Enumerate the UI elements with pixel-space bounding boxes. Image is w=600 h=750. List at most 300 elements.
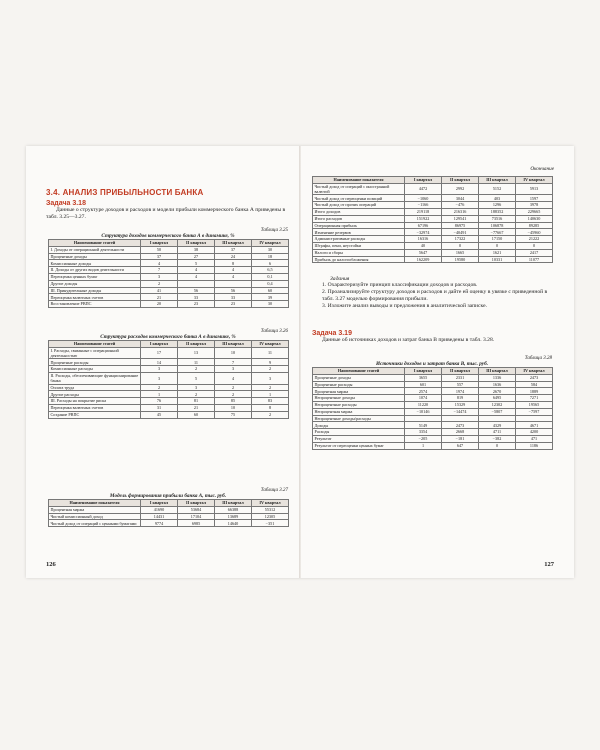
value-cell: 1 (141, 391, 178, 398)
value-cell: 3 (215, 366, 252, 373)
book-gutter (299, 146, 301, 578)
table-row (313, 215, 553, 222)
value-cell: 60 (178, 411, 215, 418)
value-cell: 21 (178, 404, 215, 411)
value-cell: 1597 (516, 195, 553, 202)
value-cell: 1636 (479, 381, 516, 388)
table-row (313, 242, 553, 249)
value-cell: 6495 (479, 395, 516, 402)
row-label-cell: Другие доходы (49, 280, 141, 287)
value-cell: 3 (141, 366, 178, 373)
value-cell: 601 (405, 381, 442, 388)
value-cell: 2668 (442, 429, 479, 436)
table-row (49, 372, 289, 384)
value-cell: 0 (479, 442, 516, 449)
row-label-cell: Процентные расходы (313, 381, 405, 388)
value-cell: −476 (442, 202, 479, 209)
table-row (313, 401, 553, 408)
value-cell: 81 (178, 398, 215, 405)
row-label-cell: Процентная маржа (313, 388, 405, 395)
row-label-cell: Итого доходов (313, 208, 405, 215)
value-cell: 17 (141, 347, 178, 359)
value-cell: 0 (442, 242, 479, 249)
value-cell: 41 (141, 287, 178, 294)
value-cell: 53684 (178, 506, 215, 513)
value-cell: 3 (178, 384, 215, 391)
value-cell: 11 (178, 359, 215, 366)
value-cell: 4472 (405, 183, 442, 195)
value-cell: −10146 (405, 408, 442, 415)
value-cell: 2 (141, 280, 178, 287)
row-label-cell: Чистый доход от операций с ценными бумагами (49, 520, 141, 527)
row-label-cell: III. Расходы на покрытие риска (49, 398, 141, 405)
header-cell: IV квартал (252, 500, 289, 507)
value-cell: 3354 (405, 429, 442, 436)
value-cell: 557 (442, 381, 479, 388)
value-cell: 4 (215, 267, 252, 274)
value-cell: 23 (215, 301, 252, 308)
value-cell: 21222 (516, 236, 553, 243)
table-3-26-block (48, 329, 288, 419)
value-cell: 12305 (252, 513, 289, 520)
value-cell: −1060 (405, 195, 442, 202)
value-cell: 2473 (442, 422, 479, 429)
value-cell: 4711 (479, 429, 516, 436)
table-3-27 (48, 499, 289, 527)
value-cell: 2 (178, 366, 215, 373)
table-row (49, 384, 289, 391)
value-cell: 37 (141, 253, 178, 260)
table-row (313, 249, 553, 256)
row-label-cell: Другие расходы (49, 391, 141, 398)
value-cell: 15329 (442, 401, 479, 408)
table-row (49, 506, 289, 513)
table-row (49, 347, 289, 359)
value-cell: 67196 (405, 222, 442, 229)
header-cell: Наименование показателя (49, 500, 141, 507)
table-caption: Таблица 3.25 (260, 228, 288, 233)
table-row (313, 374, 553, 381)
right-page (302, 146, 574, 578)
value-cell: 647 (442, 442, 479, 449)
table-3-25 (48, 239, 289, 308)
value-cell: 56 (215, 287, 252, 294)
value-cell: 1296 (479, 202, 516, 209)
value-cell: 73516 (479, 215, 516, 222)
header-cell: IV квартал (252, 341, 289, 348)
value-cell: 56 (178, 287, 215, 294)
row-label-cell: Штрафы, пени, неустойки (313, 242, 405, 249)
task-item: 2. Проанализируйте структуру доходов и расходов и дайте ей оценку в увязке с приведенной в табл. 3.27 моделью формирования прибыли. (322, 289, 548, 302)
value-cell: 4329 (479, 422, 516, 429)
table-3-28 (312, 367, 553, 450)
value-cell: 188352 (479, 208, 516, 215)
row-label-cell: Процентные расходы (49, 359, 141, 366)
value-cell: 33 (215, 294, 252, 301)
section-title: 3.4. АНАЛИЗ ПРИБЫЛЬНОСТИ БАНКА (46, 188, 204, 197)
table-header-row (313, 368, 553, 375)
value-cell (405, 415, 442, 422)
table-3-28-block (312, 356, 552, 450)
value-cell: 106878 (479, 222, 516, 229)
table-row (49, 273, 289, 280)
value-cell: 2 (215, 391, 252, 398)
value-cell (516, 415, 553, 422)
header-cell: III квартал (215, 240, 252, 247)
header-cell: I квартал (405, 368, 442, 375)
value-cell: 11077 (516, 256, 553, 263)
table-title: Структура доходов коммерческого банка А в динамике, % (101, 233, 235, 239)
value-cell: 162209 (405, 256, 442, 263)
value-cell: 83 (252, 398, 289, 405)
table-row (49, 391, 289, 398)
row-label-cell: Результат (313, 435, 405, 442)
value-cell: 85 (215, 398, 252, 405)
row-label-cell: Прибыль до налогообложения (313, 256, 405, 263)
value-cell: 37 (215, 246, 252, 253)
table-row (49, 411, 289, 418)
value-cell: 27 (178, 253, 215, 260)
header-cell: IV квартал (516, 368, 553, 375)
header-cell: II квартал (178, 240, 215, 247)
row-label-cell: Переоценка валютных счетов (49, 404, 141, 411)
task-item: 3. Изложите анализ выводы и предложения в аналитической записке. (322, 303, 487, 309)
value-cell: 45 (141, 411, 178, 418)
task-title: Задача 3.18 (46, 200, 86, 207)
value-cell: 10331 (479, 256, 516, 263)
row-label-cell: Комиссионные расходы (49, 366, 141, 373)
row-label-cell: Процентная маржа (49, 506, 141, 513)
row-label-cell: Процентные доходы (313, 374, 405, 381)
book-spread (26, 146, 574, 578)
value-cell: 14640 (215, 520, 252, 527)
table-header-row (49, 500, 289, 507)
table-row (49, 301, 289, 308)
value-cell: −181 (442, 435, 479, 442)
value-cell: 39 (252, 294, 289, 301)
row-label-cell: Процентные доходы (49, 253, 141, 260)
header-cell: IV квартал (252, 240, 289, 247)
value-cell: 140630 (516, 215, 553, 222)
value-cell: 21 (141, 294, 178, 301)
value-cell: 129541 (442, 215, 479, 222)
table-row (49, 294, 289, 301)
value-cell: 2 (215, 384, 252, 391)
header-cell: III квартал (215, 500, 252, 507)
value-cell: 584 (516, 381, 553, 388)
value-cell: 3 (141, 372, 178, 384)
row-label-cell: II. Расходы, обеспечивающие функционирование банка (49, 372, 141, 384)
task-title: Задача 3.19 (312, 330, 352, 337)
value-cell: 55312 (252, 506, 289, 513)
table-caption: Таблица 3.26 (260, 329, 288, 334)
row-label-cell: Чистый комиссионный доход (49, 513, 141, 520)
value-cell: 7 (141, 267, 178, 274)
value-cell: −7597 (516, 408, 553, 415)
table-row (49, 287, 289, 294)
value-cell: 31 (141, 404, 178, 411)
value-cell: 4 (141, 260, 178, 267)
value-cell: 8 (215, 260, 252, 267)
table-caption: Таблица 3.27 (260, 488, 288, 493)
table-3-27-block (48, 488, 288, 527)
table-row (49, 280, 289, 287)
value-cell: 2574 (405, 388, 442, 395)
value-cell: 403 (479, 195, 516, 202)
value-cell: 1 (252, 391, 289, 398)
value-cell: −14474 (442, 408, 479, 415)
table-row (313, 429, 553, 436)
value-cell: 5 (178, 372, 215, 384)
value-cell: 8 (252, 404, 289, 411)
header-cell: I квартал (141, 240, 178, 247)
page-number: 126 (46, 561, 56, 568)
value-cell: 24 (215, 253, 252, 260)
value-cell: 60 (252, 287, 289, 294)
header-cell: Наименование статей (49, 341, 141, 348)
value-cell: 89285 (516, 222, 553, 229)
row-label-cell: Создание РВПС (49, 411, 141, 418)
page-number: 127 (544, 561, 554, 568)
table-row (49, 398, 289, 405)
value-cell: 17104 (178, 513, 215, 520)
value-cell: 1621 (479, 249, 516, 256)
header-cell: III квартал (215, 341, 252, 348)
value-cell: 471 (516, 435, 553, 442)
value-cell: 219118 (405, 208, 442, 215)
value-cell: 30 (252, 301, 289, 308)
table-row (313, 388, 553, 395)
value-cell: 38 (178, 246, 215, 253)
row-label-cell: Чистый доход от прочих операций (313, 202, 405, 209)
value-cell: 2417 (516, 249, 553, 256)
left-page (26, 146, 298, 578)
value-cell: 10 (215, 404, 252, 411)
table-row (313, 408, 553, 415)
value-cell: −205 (405, 435, 442, 442)
value-cell: 2473 (516, 374, 553, 381)
row-label-cell: Непроцентная маржа (313, 408, 405, 415)
value-cell: 50 (141, 246, 178, 253)
value-cell: 9 (252, 359, 289, 366)
row-label-cell: Чистый доход от операций с иностранной валютой (313, 183, 405, 195)
value-cell: 4200 (516, 429, 553, 436)
row-label-cell: Восстановление РВПС (49, 301, 141, 308)
header-cell: II квартал (442, 368, 479, 375)
row-label-cell: Расходы (313, 429, 405, 436)
table-row (49, 253, 289, 260)
value-cell: 17322 (442, 236, 479, 243)
row-label-cell: Непроцентные расходы (313, 401, 405, 408)
table-row (49, 359, 289, 366)
value-cell: 7271 (516, 395, 553, 402)
header-cell: Наименование статей (49, 240, 141, 247)
table-row (313, 422, 553, 429)
value-cell: 0 (479, 242, 516, 249)
value-cell: 151922 (405, 215, 442, 222)
value-cell: 16316 (405, 236, 442, 243)
value-cell: 20 (141, 301, 178, 308)
value-cell: 2670 (479, 388, 516, 395)
value-cell: −77667 (479, 229, 516, 236)
value-cell: 33 (178, 294, 215, 301)
value-cell: 14 (141, 359, 178, 366)
header-cell: I квартал (141, 500, 178, 507)
value-cell (178, 280, 215, 287)
row-label-cell: Итого расходов (313, 215, 405, 222)
value-cell: 14431 (141, 513, 178, 520)
value-cell: −45960 (516, 229, 553, 236)
table-3-27-continued (312, 176, 553, 263)
table-3-25-block (48, 228, 288, 308)
table-header-row (49, 240, 289, 247)
value-cell: 10 (215, 347, 252, 359)
value-cell: 4 (178, 267, 215, 274)
value-cell: 19565 (516, 401, 553, 408)
value-cell: 5149 (405, 422, 442, 429)
header-cell: I квартал (405, 177, 442, 184)
header-cell: II квартал (178, 500, 215, 507)
value-cell: 4 (215, 372, 252, 384)
value-cell (215, 280, 252, 287)
value-cell: 11 (252, 347, 289, 359)
table-row (49, 513, 289, 520)
value-cell: −351 (252, 520, 289, 527)
row-label-cell: I. Доходы от операционной деятельности (49, 246, 141, 253)
table-row (313, 208, 553, 215)
value-cell: 6 (252, 260, 289, 267)
value-cell (442, 415, 479, 422)
header-cell: III квартал (479, 177, 516, 184)
value-cell: 1336 (479, 374, 516, 381)
value-cell: 216316 (442, 208, 479, 215)
value-cell: 23 (178, 301, 215, 308)
task-3-18 (46, 200, 286, 221)
value-cell: 3978 (516, 202, 553, 209)
value-cell: 6,5 (252, 267, 289, 274)
table-caption: Таблица 3.28 (524, 356, 552, 361)
row-label-cell: III. Принудительные доходы (49, 287, 141, 294)
table-3-27-continued-block (312, 176, 552, 263)
row-label-cell: Оплата труда (49, 384, 141, 391)
value-cell: 0,1 (252, 273, 289, 280)
value-cell: 3655 (405, 374, 442, 381)
table-row (313, 222, 553, 229)
value-cell: 5 (178, 260, 215, 267)
value-cell: −40491 (442, 229, 479, 236)
table-row (313, 236, 553, 243)
table-row (49, 404, 289, 411)
value-cell: 5647 (405, 249, 442, 256)
table-row (49, 366, 289, 373)
header-cell: IV квартал (516, 177, 553, 184)
table-row (313, 229, 553, 236)
table-title: Структура расходов коммерческого банка А в динамике, % (100, 334, 236, 340)
row-label-cell: II. Доходы от других видов деятельности (49, 267, 141, 274)
value-cell: 2 (141, 384, 178, 391)
value-cell: 76 (141, 398, 178, 405)
value-cell: 819 (442, 395, 479, 402)
value-cell: 2 (252, 411, 289, 418)
table-row (313, 435, 553, 442)
value-cell: 11220 (405, 401, 442, 408)
value-cell: −382 (479, 435, 516, 442)
value-cell: −1166 (405, 202, 442, 209)
table-row (49, 520, 289, 527)
value-cell: 40 (405, 242, 442, 249)
row-label-cell: I. Расходы, связанные с операционной деятельностью (49, 347, 141, 359)
header-cell: Наименование показателя (313, 177, 405, 184)
value-cell: 4671 (516, 422, 553, 429)
value-cell: 13689 (215, 513, 252, 520)
value-cell: 1186 (516, 442, 553, 449)
table-row (313, 415, 553, 422)
row-label-cell: Изменение резервов (313, 229, 405, 236)
value-cell: 86975 (442, 222, 479, 229)
header-cell: II квартал (178, 341, 215, 348)
value-cell: 12302 (479, 401, 516, 408)
table-row (313, 395, 553, 402)
row-label-cell: Переоценка валютных счетов (49, 294, 141, 301)
value-cell: 2 (252, 366, 289, 373)
header-cell: III квартал (479, 368, 516, 375)
value-cell: 2992 (442, 183, 479, 195)
value-cell: 2 (252, 384, 289, 391)
value-cell: 7 (215, 359, 252, 366)
tasks-heading: Задания (330, 276, 350, 282)
table-3-26 (48, 340, 289, 419)
value-cell: 5913 (516, 183, 553, 195)
row-label-cell: Доходы (313, 422, 405, 429)
value-cell: 3 (141, 273, 178, 280)
value-cell: 75 (215, 411, 252, 418)
row-label-cell: Переоценка ценных бумаг (49, 273, 141, 280)
table-header-row (313, 177, 553, 184)
row-label-cell: Чистый доход от переоценки позиций (313, 195, 405, 202)
value-cell: 4 (178, 273, 215, 280)
value-cell: 2331 (442, 374, 479, 381)
task-text: Данные о структуре доходов и расходов и модели прибыли коммерческого банка А приведены в табл. 3.25—3.27. (46, 207, 286, 220)
value-cell: 0 (516, 242, 553, 249)
row-label-cell: Результат от переоценки ценных бумаг (313, 442, 405, 449)
header-cell: II квартал (442, 177, 479, 184)
task-text: Данные об источниках доходов и затрат банка В приведены в табл. 3.28. (322, 337, 495, 343)
row-label-cell: Комиссионные доходы (49, 260, 141, 267)
value-cell: 13 (178, 347, 215, 359)
value-cell: 1889 (516, 388, 553, 395)
row-label-cell: Операционная прибыль (313, 222, 405, 229)
value-cell: 66388 (215, 506, 252, 513)
value-cell: 9774 (141, 520, 178, 527)
value-cell: −32974 (405, 229, 442, 236)
value-cell: 6985 (178, 520, 215, 527)
table-title: Модель формирования прибыли банка А, тыс. руб. (109, 493, 227, 499)
value-cell: 17150 (479, 236, 516, 243)
table-row (313, 183, 553, 195)
table-row (313, 202, 553, 209)
value-cell: 30 (252, 246, 289, 253)
table-row (313, 442, 553, 449)
table-title: Источники доходов и затрат банка В, тыс. руб. (375, 361, 488, 367)
value-cell: 0,4 (252, 280, 289, 287)
value-cell: 41690 (141, 506, 178, 513)
table-row (313, 195, 553, 202)
tasks-block (316, 276, 552, 310)
value-cell: 18 (252, 253, 289, 260)
row-label-cell: Налоги и сборы (313, 249, 405, 256)
value-cell: 1974 (442, 388, 479, 395)
table-row (49, 260, 289, 267)
